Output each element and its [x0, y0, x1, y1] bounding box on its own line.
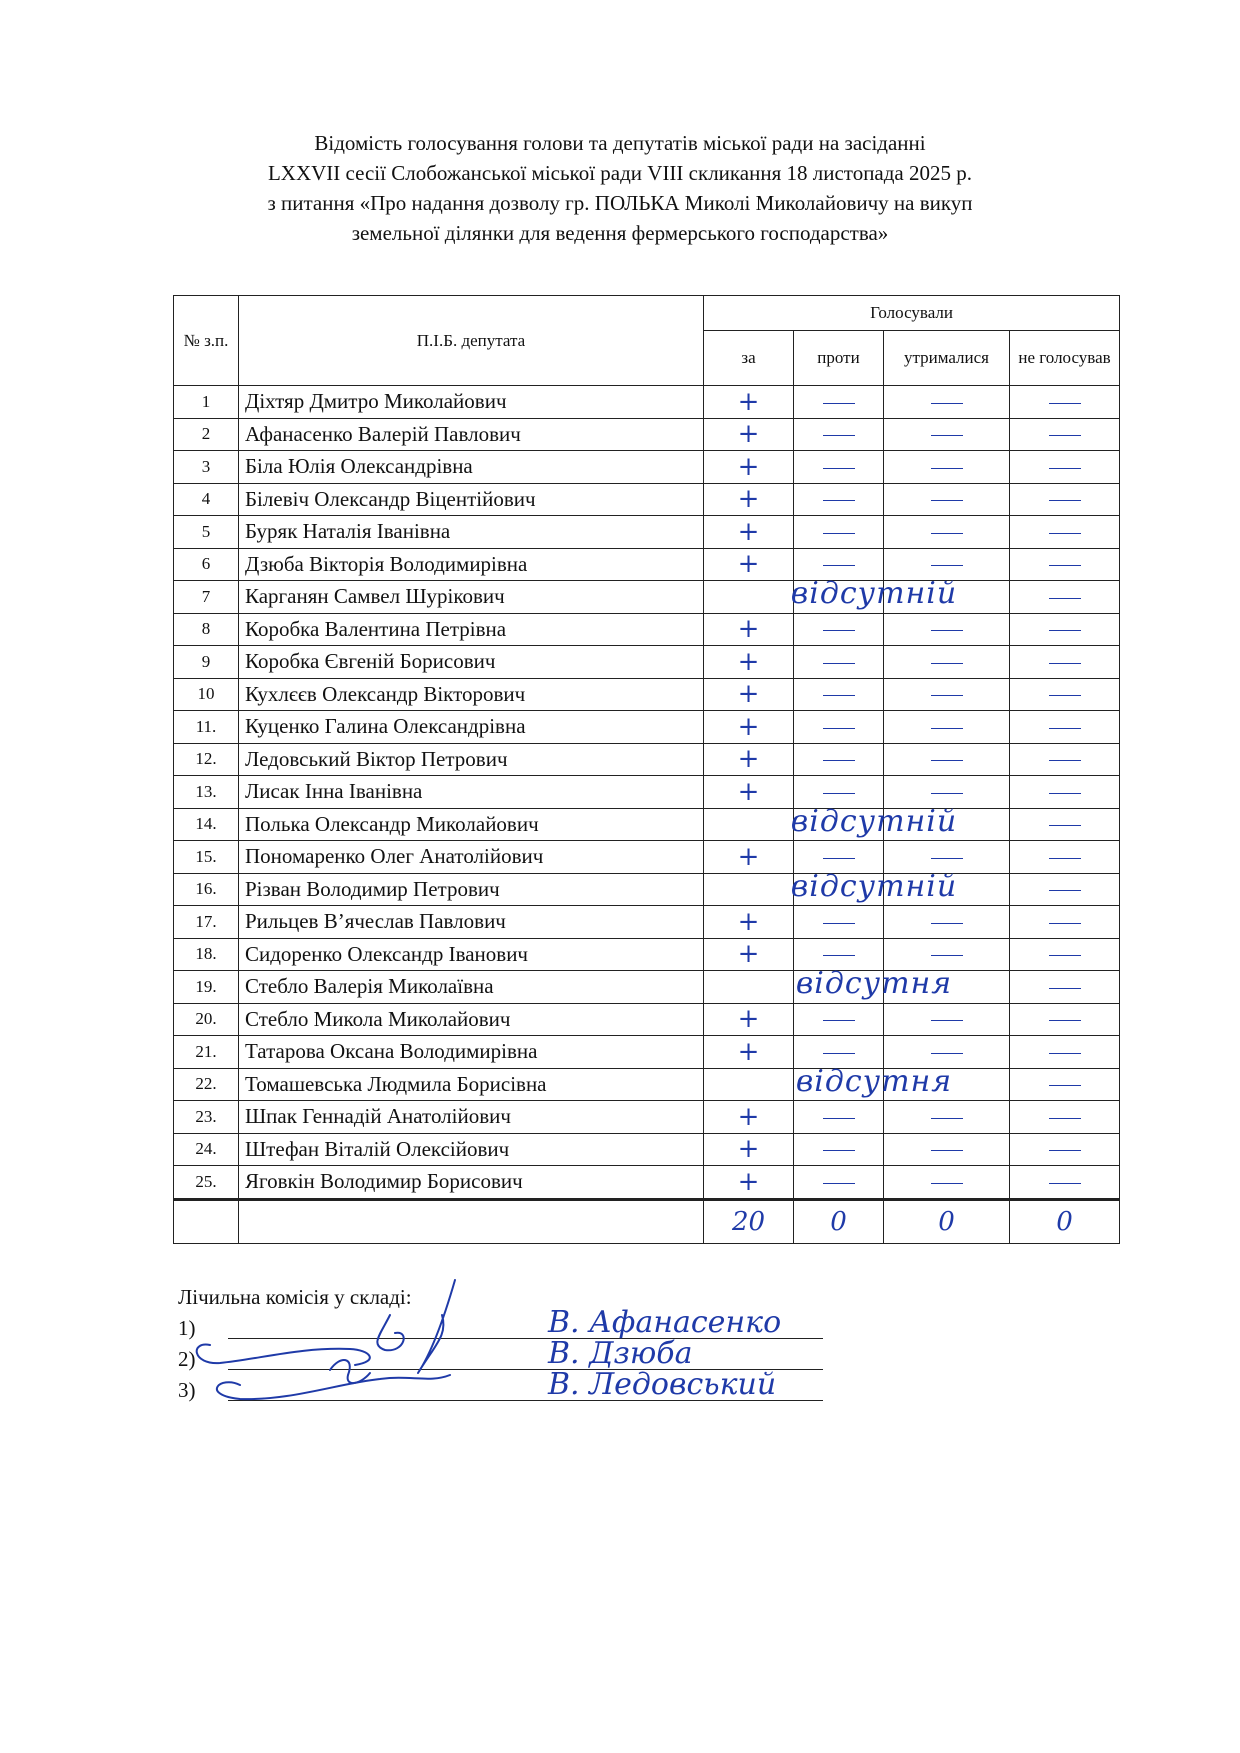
dash-mark — [1049, 1183, 1081, 1184]
dash-mark — [931, 533, 963, 534]
dash-mark — [1049, 890, 1081, 891]
vote-cell-abstain — [884, 873, 1010, 906]
dash-mark — [931, 1020, 963, 1021]
row-number: 16. — [174, 873, 239, 906]
vote-cell-for — [704, 678, 794, 711]
total-for: 20 — [704, 1199, 794, 1243]
table-row — [174, 516, 1120, 549]
dash-mark — [931, 695, 963, 696]
dash-mark — [823, 1150, 855, 1151]
dash-mark — [823, 468, 855, 469]
row-number: 20. — [174, 1003, 239, 1036]
vote-cell-for — [704, 971, 794, 1004]
vote-cell-against — [794, 966, 953, 1004]
vote-cell-against — [790, 576, 958, 614]
row-number: 8 — [174, 613, 239, 646]
deputy-name: Пономаренко Олег Анатолійович — [239, 841, 704, 874]
dash-mark — [931, 1053, 963, 1054]
dash-mark — [931, 468, 963, 469]
plus-mark: + — [737, 516, 760, 547]
table-row — [174, 711, 1120, 744]
vote-cell-for — [704, 1133, 794, 1166]
vote-cell-against — [794, 1063, 953, 1101]
dash-mark — [931, 1150, 963, 1151]
total-against: 0 — [794, 1199, 884, 1243]
dash-mark — [823, 695, 855, 696]
table-row — [174, 646, 1120, 679]
vote-cell-for — [704, 711, 794, 744]
document-title — [150, 128, 1090, 248]
table-row — [174, 386, 1120, 419]
deputy-name: Коробка Валентина Петрівна — [239, 613, 704, 646]
deputy-name: Татарова Оксана Володимирівна — [239, 1036, 704, 1069]
row-number: 3 — [174, 451, 239, 484]
row-number: 2 — [174, 418, 239, 451]
row-number: 17. — [174, 906, 239, 939]
signature-strokes — [197, 1280, 455, 1399]
vote-cell-against — [794, 906, 884, 939]
table-row — [174, 483, 1120, 516]
dash-mark — [931, 728, 963, 729]
absent-note: відсутній — [790, 868, 958, 904]
vote-cell-for — [704, 906, 794, 939]
table-row — [174, 841, 1120, 874]
vote-cell-not-voted — [1010, 581, 1120, 614]
plus-mark: + — [737, 1134, 760, 1165]
dash-mark — [1049, 468, 1081, 469]
absent-note: відсутня — [795, 1063, 953, 1099]
table-row — [174, 548, 1120, 581]
vote-cell-against — [794, 841, 884, 874]
plus-mark: + — [737, 744, 760, 775]
dash-mark — [931, 435, 963, 436]
vote-cell-abstain — [884, 548, 1010, 581]
deputy-name: Буряк Наталія Іванівна — [239, 516, 704, 549]
plus-mark: + — [737, 419, 760, 450]
table-row — [174, 1068, 1120, 1101]
dash-mark — [823, 533, 855, 534]
dash-mark — [1049, 825, 1081, 826]
vote-cell-against — [794, 776, 884, 809]
vote-cell-against — [794, 548, 884, 581]
vote-cell-against — [794, 516, 884, 549]
vote-cell-not-voted — [1010, 971, 1120, 1004]
header-for: за — [704, 331, 794, 386]
row-number: 15. — [174, 841, 239, 874]
vote-cell-for — [704, 873, 794, 906]
commission-member: 1) В. Афанасенко — [178, 1313, 412, 1344]
dash-mark — [823, 1183, 855, 1184]
row-number: 4 — [174, 483, 239, 516]
vote-cell-abstain — [884, 1166, 1010, 1200]
vote-cell-abstain — [884, 841, 1010, 874]
vote-cell-not-voted — [1010, 386, 1120, 419]
vote-cell-not-voted — [1010, 938, 1120, 971]
vote-cell-abstain — [884, 678, 1010, 711]
table-row — [174, 418, 1120, 451]
vote-cell-against — [794, 418, 884, 451]
vote-cell-for — [704, 548, 794, 581]
table-row — [174, 906, 1120, 939]
plus-mark: + — [737, 906, 760, 937]
row-number: 7 — [174, 581, 239, 614]
row-number: 13. — [174, 776, 239, 809]
row-number: 10 — [174, 678, 239, 711]
total-abstain: 0 — [884, 1199, 1010, 1243]
row-number: 5 — [174, 516, 239, 549]
vote-cell-not-voted — [1010, 873, 1120, 906]
dash-mark — [823, 1053, 855, 1054]
absent-note: відсутня — [795, 966, 953, 1001]
vote-cell-abstain — [884, 1133, 1010, 1166]
dash-mark — [1049, 663, 1081, 664]
dash-mark — [823, 760, 855, 761]
dash-mark — [1049, 760, 1081, 761]
header-abstain: утрималися — [884, 331, 1010, 386]
deputy-name: Томашевська Людмила Борисівна — [239, 1068, 704, 1101]
dash-mark — [823, 1118, 855, 1119]
vote-cell-for — [704, 1036, 794, 1069]
header-not-voted: не голосував — [1010, 331, 1120, 386]
vote-cell-abstain — [884, 711, 1010, 744]
totals-empty-num — [174, 1199, 239, 1243]
vote-cell-against — [794, 1036, 884, 1069]
vote-cell-not-voted — [1010, 678, 1120, 711]
dash-mark — [823, 955, 855, 956]
vote-cell-against — [794, 386, 884, 419]
plus-mark: + — [737, 1101, 760, 1132]
vote-cell-against — [790, 868, 958, 906]
plus-mark: + — [737, 549, 760, 580]
table-row — [174, 1036, 1120, 1069]
vote-cell-not-voted — [1010, 906, 1120, 939]
dash-mark — [823, 728, 855, 729]
member-name: В. Дзюба — [548, 1336, 693, 1371]
table-row — [174, 808, 1120, 841]
totals-row — [174, 1199, 1120, 1243]
dash-mark — [1049, 955, 1081, 956]
plus-mark: + — [737, 711, 760, 742]
dash-mark — [823, 565, 855, 566]
dash-mark — [931, 923, 963, 924]
member-name: В. Ледовський — [548, 1367, 777, 1402]
deputy-name: Різван Володимир Петрович — [239, 873, 704, 906]
vote-cell-not-voted — [1010, 548, 1120, 581]
vote-cell-abstain — [884, 776, 1010, 809]
dash-mark — [931, 858, 963, 859]
plus-mark: + — [737, 1166, 760, 1197]
row-number: 11. — [174, 711, 239, 744]
plus-mark: + — [737, 841, 760, 872]
commission-member: 3) В. Ледовський — [178, 1375, 412, 1406]
dash-mark — [823, 435, 855, 436]
dash-mark — [1049, 923, 1081, 924]
dash-mark — [823, 1020, 855, 1021]
plus-mark: + — [737, 1036, 760, 1067]
table-row — [174, 613, 1120, 646]
vote-cell-abstain — [884, 906, 1010, 939]
title-line-4: земельної ділянки для ведення фермерського господарства» — [351, 221, 889, 245]
commission-member: 2) В. Дзюба — [178, 1344, 412, 1375]
dash-mark — [1049, 500, 1081, 501]
row-number: 12. — [174, 743, 239, 776]
vote-cell-abstain — [884, 808, 1010, 841]
vote-cell-abstain — [884, 613, 1010, 646]
vote-cell-not-voted — [1010, 1101, 1120, 1134]
vote-cell-not-voted — [1010, 1036, 1120, 1069]
vote-cell-not-voted — [1010, 776, 1120, 809]
vote-cell-against — [794, 483, 884, 516]
vote-cell-abstain — [884, 418, 1010, 451]
vote-cell-for — [704, 743, 794, 776]
vote-cell-against — [794, 451, 884, 484]
vote-cell-not-voted — [1010, 1003, 1120, 1036]
dash-mark — [1049, 630, 1081, 631]
header-name: П.І.Б. депутата — [239, 296, 704, 386]
plus-mark: + — [737, 1004, 760, 1035]
dash-mark — [931, 630, 963, 631]
deputy-name: Штефан Віталій Олексійович — [239, 1133, 704, 1166]
row-number: 14. — [174, 808, 239, 841]
vote-cell-against — [794, 1003, 884, 1036]
vote-cell-abstain — [884, 483, 1010, 516]
vote-cell-abstain — [884, 516, 1010, 549]
dash-mark — [823, 403, 855, 404]
row-number: 6 — [174, 548, 239, 581]
deputy-name: Рильцев В’ячеслав Павлович — [239, 906, 704, 939]
deputy-name: Дзюба Вікторія Володимирівна — [239, 548, 704, 581]
table-row — [174, 451, 1120, 484]
vote-cell-for — [704, 776, 794, 809]
dash-mark — [823, 858, 855, 859]
dash-mark — [1049, 1085, 1081, 1086]
vote-cell-not-voted — [1010, 743, 1120, 776]
row-number: 21. — [174, 1036, 239, 1069]
table-row — [174, 743, 1120, 776]
vote-cell-for — [704, 516, 794, 549]
deputy-name: Білевіч Олександр Віцентійович — [239, 483, 704, 516]
deputy-name: Коробка Євгеній Борисович — [239, 646, 704, 679]
commission-label: Лічильна комісія у складі: — [178, 1285, 412, 1309]
handwritten-signatures — [180, 1275, 540, 1415]
row-number: 18. — [174, 938, 239, 971]
table-row — [174, 1101, 1120, 1134]
vote-cell-not-voted — [1010, 516, 1120, 549]
dash-mark — [1049, 1150, 1081, 1151]
vote-cell-not-voted — [1010, 646, 1120, 679]
title-line-2: LXXVII сесії Слобожанської міської ради VIII скликання 18 листопада 2025 р. — [267, 161, 973, 185]
vote-cell-not-voted — [1010, 1068, 1120, 1101]
deputy-name: Яговкін Володимир Борисович — [239, 1166, 704, 1200]
vote-cell-against — [794, 711, 884, 744]
vote-cell-for — [704, 646, 794, 679]
dash-mark — [931, 565, 963, 566]
dash-mark — [931, 403, 963, 404]
deputy-name: Лисак Інна Іванівна — [239, 776, 704, 809]
row-number: 23. — [174, 1101, 239, 1134]
vote-cell-not-voted — [1010, 1166, 1120, 1200]
vote-cell-abstain — [884, 938, 1010, 971]
vote-cell-not-voted — [1010, 451, 1120, 484]
table-row — [174, 1003, 1120, 1036]
vote-cell-for — [704, 1166, 794, 1200]
dash-mark — [1049, 598, 1081, 599]
deputy-name: Сидоренко Олександр Іванович — [239, 938, 704, 971]
table-row — [174, 873, 1120, 906]
plus-mark: + — [737, 451, 760, 482]
table-body — [174, 386, 1120, 1200]
vote-cell-for — [704, 1101, 794, 1134]
vote-cell-against — [794, 678, 884, 711]
member-name: В. Афанасенко — [548, 1305, 782, 1340]
dash-mark — [1049, 1118, 1081, 1119]
vote-cell-against — [794, 938, 884, 971]
dash-mark — [931, 955, 963, 956]
deputy-name: Біла Юлія Олександрівна — [239, 451, 704, 484]
deputy-name: Ледовський Віктор Петрович — [239, 743, 704, 776]
title-line-3: з питання «Про надання дозволу гр. ПОЛЬКА Миколі Миколайовичу на викуп — [267, 191, 973, 215]
row-number: 19. — [174, 971, 239, 1004]
deputy-name: Куценко Галина Олександрівна — [239, 711, 704, 744]
dash-mark — [1049, 403, 1081, 404]
vote-cell-against — [794, 613, 884, 646]
table-row — [174, 938, 1120, 971]
row-number: 22. — [174, 1068, 239, 1101]
table-row — [174, 776, 1120, 809]
deputy-name: Шпак Геннадій Анатолійович — [239, 1101, 704, 1134]
table-row — [174, 1166, 1120, 1200]
dash-mark — [823, 793, 855, 794]
vote-cell-against — [794, 646, 884, 679]
vote-cell-for — [704, 841, 794, 874]
dash-mark — [1049, 565, 1081, 566]
dash-mark — [931, 793, 963, 794]
dash-mark — [823, 500, 855, 501]
voting-table — [173, 295, 1120, 1244]
vote-cell-not-voted — [1010, 808, 1120, 841]
deputy-name: Стебло Микола Миколайович — [239, 1003, 704, 1036]
vote-cell-for — [704, 938, 794, 971]
deputy-name: Діхтяр Дмитро Миколайович — [239, 386, 704, 419]
vote-cell-for — [704, 483, 794, 516]
plus-mark: + — [737, 484, 760, 515]
table-row — [174, 581, 1120, 614]
vote-cell-against — [794, 743, 884, 776]
dash-mark — [1049, 695, 1081, 696]
row-number: 9 — [174, 646, 239, 679]
dash-mark — [1049, 533, 1081, 534]
vote-cell-abstain — [884, 386, 1010, 419]
plus-mark: + — [737, 679, 760, 710]
plus-mark: + — [737, 614, 760, 645]
dash-mark — [1049, 1020, 1081, 1021]
vote-cell-for — [704, 581, 794, 614]
deputy-name: Кухлєєв Олександр Вікторович — [239, 678, 704, 711]
dash-mark — [1049, 858, 1081, 859]
dash-mark — [823, 663, 855, 664]
dash-mark — [823, 923, 855, 924]
vote-cell-not-voted — [1010, 841, 1120, 874]
dash-mark — [931, 663, 963, 664]
dash-mark — [1049, 793, 1081, 794]
title-line-1: Відомість голосування голови та депутатів міської ради на засіданні — [314, 131, 926, 155]
dash-mark — [931, 1118, 963, 1119]
vote-cell-abstain — [884, 1036, 1010, 1069]
vote-cell-abstain — [884, 581, 1010, 614]
dash-mark — [931, 500, 963, 501]
table-row — [174, 1133, 1120, 1166]
deputy-name: Афанасенко Валерій Павлович — [239, 418, 704, 451]
vote-cell-not-voted — [1010, 1133, 1120, 1166]
plus-mark: + — [737, 776, 760, 807]
row-number: 25. — [174, 1166, 239, 1200]
vote-cell-against — [794, 1133, 884, 1166]
dash-mark — [931, 760, 963, 761]
vote-cell-for — [704, 386, 794, 419]
vote-cell-abstain — [884, 1003, 1010, 1036]
deputy-name: Карганян Самвел Шурікович — [239, 581, 704, 614]
vote-cell-not-voted — [1010, 613, 1120, 646]
vote-cell-against — [790, 803, 958, 841]
header-against: проти — [794, 331, 884, 386]
vote-cell-not-voted — [1010, 483, 1120, 516]
header-number: № з.п. — [174, 296, 239, 386]
dash-mark — [823, 630, 855, 631]
plus-mark: + — [737, 939, 760, 970]
absent-note: відсутній — [790, 576, 958, 611]
vote-cell-for — [704, 1003, 794, 1036]
table-row — [174, 678, 1120, 711]
plus-mark: + — [737, 386, 760, 417]
header-voted: Голосували — [704, 296, 1120, 331]
vote-cell-abstain — [884, 646, 1010, 679]
vote-cell-for — [704, 451, 794, 484]
dash-mark — [1049, 435, 1081, 436]
vote-cell-against — [794, 1166, 884, 1200]
deputy-name: Полька Олександр Миколайович — [239, 808, 704, 841]
vote-cell-abstain — [884, 743, 1010, 776]
total-not-voted: 0 — [1010, 1199, 1120, 1243]
row-number: 1 — [174, 386, 239, 419]
vote-cell-for — [704, 613, 794, 646]
vote-cell-for — [704, 1068, 794, 1101]
dash-mark — [1049, 728, 1081, 729]
totals-empty-name — [239, 1199, 704, 1243]
dash-mark — [1049, 988, 1081, 989]
absent-note: відсутній — [790, 803, 958, 839]
plus-mark: + — [737, 646, 760, 677]
vote-cell-against — [794, 1101, 884, 1134]
vote-cell-not-voted — [1010, 418, 1120, 451]
dash-mark — [931, 1183, 963, 1184]
vote-cell-abstain — [884, 1068, 1010, 1101]
row-number: 24. — [174, 1133, 239, 1166]
deputy-name: Стебло Валерія Миколаївна — [239, 971, 704, 1004]
table-row — [174, 971, 1120, 1004]
vote-cell-for — [704, 808, 794, 841]
vote-cell-not-voted — [1010, 711, 1120, 744]
vote-cell-abstain — [884, 1101, 1010, 1134]
dash-mark — [1049, 1053, 1081, 1054]
vote-cell-abstain — [884, 971, 1010, 1004]
vote-cell-for — [704, 418, 794, 451]
vote-cell-abstain — [884, 451, 1010, 484]
